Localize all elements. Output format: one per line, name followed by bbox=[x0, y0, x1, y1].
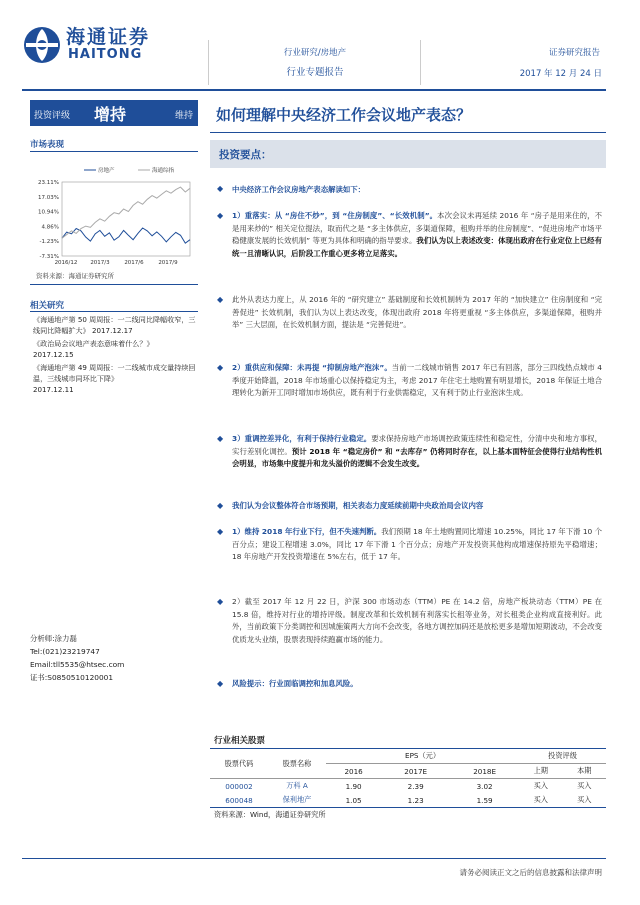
legend-label: 房地产 bbox=[98, 168, 115, 174]
col-eps: EPS（元） bbox=[326, 749, 519, 764]
stock-prev-rating: 买入 bbox=[533, 781, 548, 790]
bullet-icon: ◆ bbox=[217, 184, 224, 193]
col-name: 股票名称 bbox=[268, 749, 326, 779]
rating-value: 增持 bbox=[94, 105, 127, 124]
kp-point-1-body: 本次会议未再延续 2016 年 “房子是用来住的，不是用来炒的” 相关定位提法，取而代之是 “多主体供应，多渠道保障，租购并举的住房制度”、“促进房地产市场平稳健康发展的长效机制” 等更为具体和明确的指导要求。 bbox=[232, 211, 603, 246]
y-tick-label: 17.03% bbox=[38, 194, 59, 201]
stock-name: 万科 A bbox=[286, 781, 308, 790]
related-item-date: 2017.12.11 bbox=[33, 385, 74, 394]
analyst-email[interactable]: Email:tll5535@htsec.com bbox=[30, 660, 125, 669]
stocks-source: 资料来源：Wind，海通证券研究所 bbox=[214, 810, 326, 819]
footer-disclaimer: 请务必阅读正文之后的信息披露和法律声明 bbox=[459, 868, 602, 877]
kp-point-3-body: 要求保持房地产市场调控政策连续性和稳定性，分清中央和地方事权，实行差别化调控。 bbox=[232, 434, 602, 456]
list-item[interactable] bbox=[33, 314, 201, 336]
analyst-cert: 证书:S0850510120001 bbox=[30, 673, 114, 682]
key-points-banner bbox=[210, 140, 606, 168]
stock-eps: 2.39 bbox=[407, 781, 424, 791]
kp-risk: 风险提示：行业面临调控和加息风险。 bbox=[232, 679, 358, 688]
report-date: 2017 年 12 月 24 日 bbox=[519, 69, 602, 79]
stock-eps: 3.02 bbox=[476, 781, 493, 791]
related-item-text: 《政治局会议地产表态意味着什么？》 bbox=[33, 339, 154, 348]
y-tick-label: -1.23% bbox=[39, 239, 59, 246]
bullet-icon: ◆ bbox=[217, 501, 224, 510]
title-rule bbox=[210, 132, 606, 133]
kp-point-1-extra: 此外从表达力度上，从 2016 年的 “研究建立” 基础制度和长效机制转为 2017 年的 “加快建立” 住房制度和 “完善促进” 长效机制，我们认为以上表达改变，体现出政府 2018 年将更重视 “多主体供应，多渠道保障，租购并举” 三大层面，在长效机制方面，提法是 “完善促进”。 bbox=[232, 295, 602, 330]
market-heading: 市场表现 bbox=[30, 140, 65, 150]
logo-cn: 海通证券 bbox=[66, 26, 151, 48]
col-year: 2016 bbox=[326, 764, 381, 779]
footer-rule bbox=[22, 858, 606, 859]
header-rule bbox=[22, 89, 606, 91]
stock-prev-rating: 买入 bbox=[533, 795, 548, 804]
y-tick-label: 4.86% bbox=[41, 224, 59, 231]
stock-eps: 1.23 bbox=[407, 795, 424, 805]
stock-eps: 1.05 bbox=[345, 795, 362, 805]
bullet-icon: ◆ bbox=[217, 434, 224, 443]
x-tick-label: 2017/6 bbox=[124, 260, 144, 266]
rating-status: 维持 bbox=[174, 111, 193, 121]
legend-label: 海通综指 bbox=[152, 168, 175, 174]
kp-point-1-emph: 我们认为以上表述改变：体现出政府在行业定位上已经有统一且清晰认识，后阶段工作重心更多将立足落实。 bbox=[232, 236, 602, 258]
x-tick-label: 2016/12 bbox=[54, 260, 78, 266]
col-year: 2017E bbox=[381, 764, 450, 779]
dept-label: 证券研究报告 bbox=[548, 48, 600, 58]
kp-summary: 我们认为会议整体符合市场预期，相关表态力度延续前期中央政治局会议内容 bbox=[232, 501, 484, 510]
related-item-text: 《海通地产第 49 周周报：一二线城市成交量持续回温，三线城市同环比下降》 bbox=[33, 363, 196, 383]
kp-point-1 bbox=[232, 210, 602, 260]
analyst-name: 分析师:涂力磊 bbox=[30, 634, 77, 643]
header-divider-2 bbox=[420, 40, 421, 85]
kp-point-3 bbox=[232, 433, 602, 471]
header-divider-1 bbox=[208, 40, 209, 85]
kp-point-3-emph: 预计 2018 年 “稳定房价” 和 “去库存” 仍将同时存在，以上基本面特征会使得行业结构性机会明显，市场集中度提升和龙头溢价的逻辑不会发生改变。 bbox=[232, 446, 602, 469]
key-points-heading: 投资要点： bbox=[219, 149, 272, 161]
market-source-rule bbox=[30, 284, 198, 285]
report-type: 行业专题报告 bbox=[286, 67, 344, 78]
series-line-realestate bbox=[62, 228, 190, 243]
kp-forecast-lead: 1）维持 2018 年行业下行，但不失速判断。 bbox=[232, 527, 382, 536]
bullet-icon: ◆ bbox=[217, 363, 224, 372]
market-heading-rule bbox=[30, 151, 198, 152]
related-item-text: 《海通地产第 50 周周报：一二线同比降幅收窄，三线同比降幅扩大》 bbox=[33, 315, 196, 335]
related-list bbox=[33, 314, 201, 395]
kp-forecast bbox=[232, 526, 602, 564]
stock-code: 000002 bbox=[225, 781, 253, 791]
market-source: 资料来源：海通证券研究所 bbox=[36, 272, 114, 280]
stocks-table bbox=[210, 748, 606, 808]
analyst-block bbox=[30, 632, 124, 684]
table-row[interactable] bbox=[210, 793, 606, 808]
stock-curr-rating: 买入 bbox=[577, 781, 592, 790]
y-tick-label: -7.31% bbox=[39, 254, 59, 260]
y-tick-label: 10.94% bbox=[38, 209, 59, 216]
bullet-icon: ◆ bbox=[217, 527, 224, 536]
list-item[interactable] bbox=[33, 338, 201, 360]
y-tick-label: 23.11% bbox=[38, 180, 59, 186]
col-curr-rating: 本期 bbox=[563, 764, 606, 779]
related-item-date: 2017.12.17 bbox=[92, 326, 133, 335]
stock-code: 600048 bbox=[225, 795, 253, 805]
related-heading: 相关研究 bbox=[30, 301, 65, 311]
kp-point-2-lead: 2）重供应和保障：未再提 “抑制房地产泡沫”。 bbox=[232, 363, 392, 372]
rating-box bbox=[30, 100, 198, 126]
list-item[interactable] bbox=[33, 362, 201, 395]
rating-label: 投资评级 bbox=[34, 111, 71, 121]
bullet-icon: ◆ bbox=[217, 211, 224, 220]
stock-curr-rating: 买入 bbox=[577, 795, 592, 804]
kp-forecast-body: 我们预期 18 年土地购置同比增速 10.25%，同比 17 年下滑 10 个百分点；建设工程增速 3.0%，同比 17 年下滑 1 个百分点；房地产开发投资其他构成增速保持原先平稳增速；18 年房地产开发投资增速在 5%左右，低于 17 年。 bbox=[232, 527, 602, 562]
col-code: 股票代码 bbox=[210, 749, 268, 779]
kp-point-2 bbox=[232, 362, 602, 400]
col-rating: 投资评级 bbox=[519, 749, 606, 764]
industry-label: 行业研究/房地产 bbox=[283, 48, 347, 58]
kp-point-3-lead: 3）重调控差异化，有利于保持行业稳定。 bbox=[232, 434, 372, 443]
x-tick-label: 2017/9 bbox=[158, 260, 178, 266]
related-item-date: 2017.12.15 bbox=[33, 350, 74, 359]
logo bbox=[22, 20, 172, 70]
related-heading-rule bbox=[30, 311, 198, 312]
page-title: 如何理解中央经济工作会议地产表态？ bbox=[216, 106, 472, 124]
table-row[interactable] bbox=[210, 779, 606, 794]
bullet-icon: ◆ bbox=[217, 597, 224, 606]
col-year: 2018E bbox=[450, 764, 519, 779]
bullet-icon: ◆ bbox=[217, 679, 224, 688]
col-prev-rating: 上期 bbox=[519, 764, 562, 779]
kp-valuation: 2）截至 2017 年 12 月 22 日，沪深 300 市场动态（TTM）PE 在 14.2 倍，房地产板块动态（TTM）PE 在 15.8 倍，维持对行业的增持评级。制度改革和长效机制有利落实长租等业务，对长租类企业构成直接利好。此外，当前政策下分类调控和因城施策两大方向不会改变，各地方调控加码还是放松更多是增加短期波动，不会改变优质龙头业绩，股票表现持续跑赢市场的能力。 bbox=[232, 597, 602, 644]
logo-en: HAITONG bbox=[68, 47, 143, 62]
stock-name: 保利地产 bbox=[282, 795, 312, 804]
analyst-tel: Tel:(021)23219747 bbox=[30, 647, 100, 656]
kp-intro: 中央经济工作会议房地产表态解读如下： bbox=[232, 185, 366, 194]
stock-eps: 1.90 bbox=[345, 781, 362, 791]
stock-eps: 1.59 bbox=[476, 795, 493, 805]
stocks-table-wrap bbox=[210, 748, 606, 820]
kp-point-2-body: 当前一二线城市销售 2017 年已有回落，部分三四线热点城市 4 季度开始降温，2018 年市场重心以保持稳定为主，考虑 2017 年住宅土地购置有明显增长，2018 年保证土地合理转化为新开工同时增加市场供应，既有利于行业供需稳定，又有利于防止行业泡沫生成。 bbox=[232, 363, 603, 398]
market-chart-svg bbox=[30, 158, 200, 270]
stocks-heading: 行业相关股票 bbox=[214, 736, 266, 746]
market-chart bbox=[30, 158, 200, 270]
haitong-logo-icon bbox=[22, 24, 62, 66]
x-tick-label: 2017/3 bbox=[90, 260, 110, 266]
kp-point-1-lead: 1）重落实：从 “房住不炒”，到 “住房制度”、“长效机制”。 bbox=[232, 211, 438, 220]
bullet-icon: ◆ bbox=[217, 295, 224, 304]
